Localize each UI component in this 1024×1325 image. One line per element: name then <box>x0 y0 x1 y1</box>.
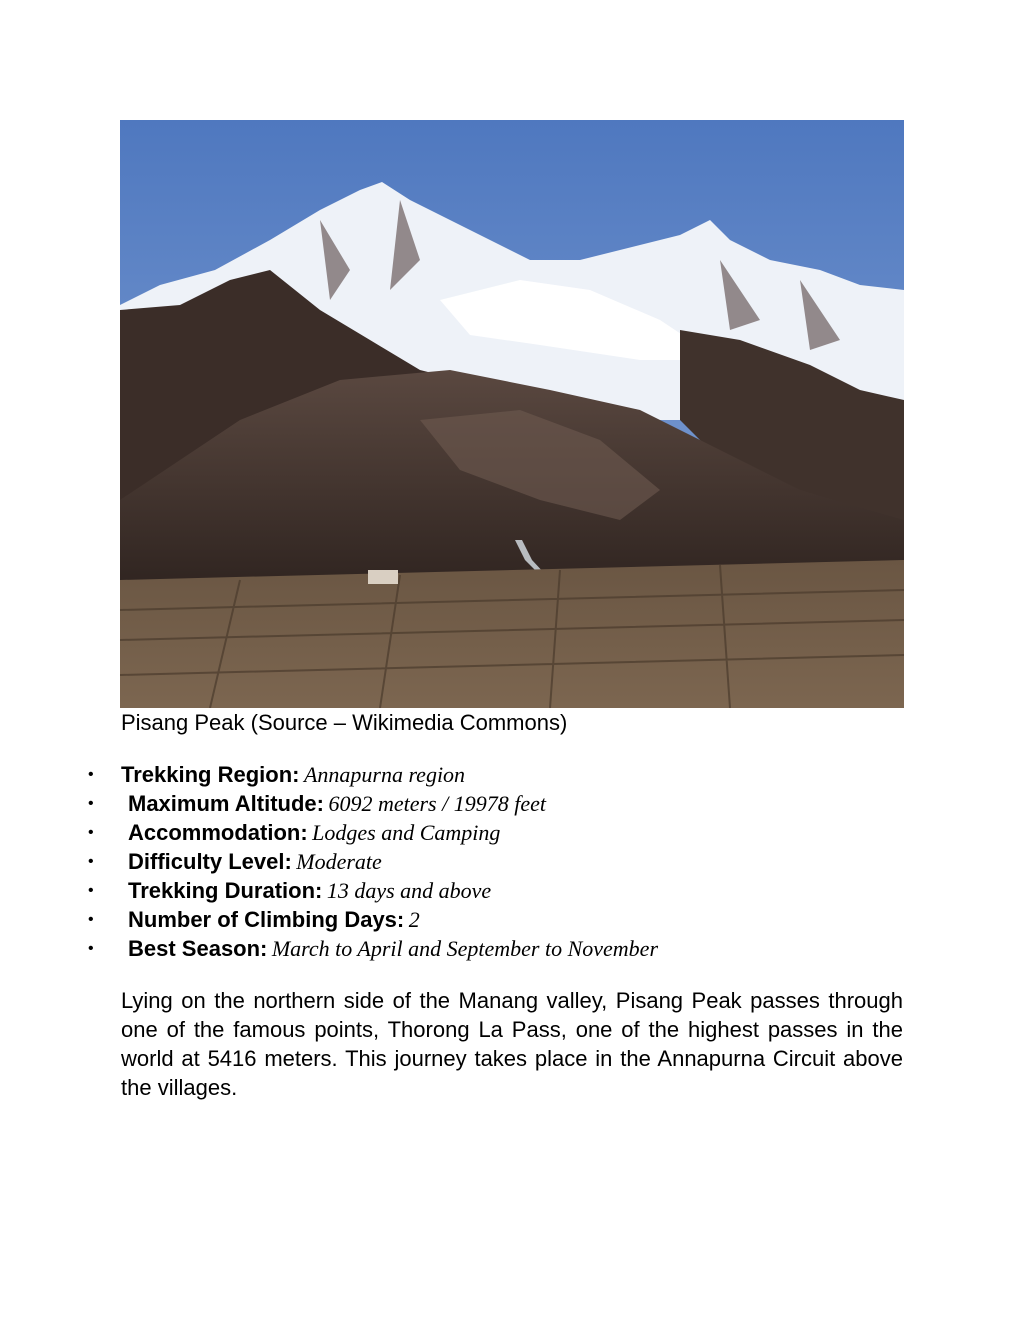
fact-label: Number of Climbing Days: <box>128 907 405 932</box>
description-paragraph: Lying on the northern side of the Manang valley, Pisang Peak passes through one of the famous points, Thorong La Pass, one of the highest passes in the world at 5416 meters. This journey takes place in the Annapurna Circuit above the villages. <box>121 988 903 1100</box>
bullet-icon: • <box>88 824 94 841</box>
fact-label: Trekking Duration: <box>128 878 323 903</box>
bullet-icon: • <box>88 853 94 870</box>
fact-maximum-altitude <box>0 789 1024 818</box>
valley-floor <box>120 560 904 708</box>
fact-value: March to April and September to November <box>271 936 659 961</box>
fact-best-season <box>0 934 1024 963</box>
fact-label: Trekking Region: <box>121 762 300 787</box>
fact-value: 13 days and above <box>326 878 492 903</box>
pisang-peak-photo <box>120 120 904 708</box>
bullet-icon: • <box>88 940 94 957</box>
fact-value: 2 <box>408 907 420 932</box>
fact-label: Accommodation: <box>128 820 308 845</box>
bullet-icon: • <box>88 766 94 783</box>
fact-label: Best Season: <box>128 936 268 961</box>
fact-label: Difficulty Level: <box>128 849 292 874</box>
fact-label: Maximum Altitude: <box>128 791 324 816</box>
fact-value: Lodges and Camping <box>312 820 501 845</box>
fact-trekking-duration <box>0 876 1024 905</box>
fact-climbing-days <box>0 905 1024 934</box>
fact-trekking-region <box>0 760 1024 789</box>
fact-difficulty-level <box>0 847 1024 876</box>
photo-caption: Pisang Peak (Source – Wikimedia Commons) <box>121 710 568 735</box>
bullet-icon: • <box>88 882 94 899</box>
bullet-icon: • <box>88 911 94 928</box>
fact-accommodation <box>0 818 1024 847</box>
bullet-icon: • <box>88 795 94 812</box>
village-house <box>368 570 398 584</box>
trek-facts-list <box>0 760 1024 963</box>
fact-value: Annapurna region <box>303 762 466 787</box>
fact-value: 6092 meters / 19978 feet <box>328 791 546 816</box>
fact-value: Moderate <box>296 849 382 874</box>
